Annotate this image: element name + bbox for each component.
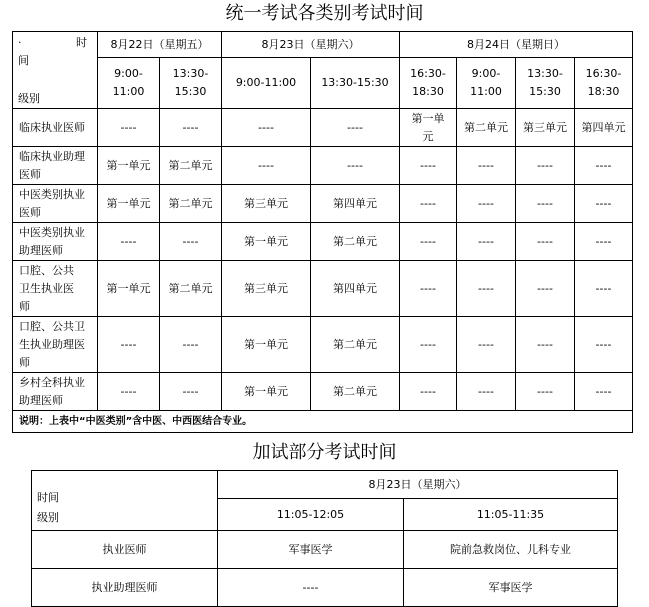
extra-exam-table [31,470,618,607]
table-cell: ---- [516,147,575,185]
time-slot: 13:30-15:30 [160,58,222,109]
table-cell: 第四单元 [311,185,400,223]
table-row [13,109,633,147]
day-header: 8月23日（星期六） [218,471,618,499]
table-row [32,569,618,607]
row-label: 中医类别执业医师 [13,185,98,223]
table-cell: ---- [575,317,633,373]
table-cell: 第一单元 [222,223,311,261]
row-label: 执业医师 [32,531,218,569]
table-cell: 第四单元 [311,261,400,317]
table-cell: ---- [98,223,160,261]
table-cell: ---- [160,373,222,411]
table-cell: ---- [457,317,516,373]
table-cell: 第三单元 [222,185,311,223]
exam-schedule-table [12,31,633,433]
table-cell: 第一单元 [98,261,160,317]
table-cell: ---- [400,317,457,373]
row-label: 中医类别执业助理医师 [13,223,98,261]
row-label: 临床执业助理医师 [13,147,98,185]
table-row [13,223,633,261]
table-cell: ---- [457,147,516,185]
table-cell: 第一单元 [222,317,311,373]
time-slot: 9:00-11:00 [222,58,311,109]
table-cell: 第三单元 [516,109,575,147]
table-cell: ---- [457,223,516,261]
table-cell: ---- [400,373,457,411]
table-row [13,261,633,317]
table-cell: ---- [98,373,160,411]
main-title: 统一考试各类别考试时间 [225,3,424,24]
table-cell: ---- [400,185,457,223]
table-cell: 第二单元 [160,147,222,185]
time-slot: 9:00-11:00 [98,58,160,109]
table-cell: 第二单元 [160,185,222,223]
table-cell: 第二单元 [311,317,400,373]
table-cell: ---- [160,109,222,147]
table-cell: ---- [516,373,575,411]
table-cell: ---- [575,373,633,411]
day-header: 8月23日（星期六） [222,32,400,58]
extra-title: 加试部分考试时间 [252,442,397,463]
table-cell: ---- [400,223,457,261]
time-slot: 11:05-12:05 [218,499,404,531]
table-cell: ---- [98,109,160,147]
table-cell: 第一单元 [98,147,160,185]
table-cell: ---- [222,109,311,147]
time-slot: 13:30-15:30 [516,58,575,109]
table-cell: 第一单元 [98,185,160,223]
table-cell: ---- [575,147,633,185]
table-cell: 第四单元 [575,109,633,147]
table-cell: ---- [457,261,516,317]
table-cell: 院前急救岗位、儿科专业 [404,531,618,569]
row-label: 乡村全科执业助理医师 [13,373,98,411]
table-cell: ---- [516,223,575,261]
row-label: 口腔、公共卫生执业助理医师 [13,317,98,373]
table-cell: ---- [98,317,160,373]
table-cell: ---- [457,185,516,223]
table-cell: ---- [575,185,633,223]
table-cell: ---- [311,109,400,147]
table-cell: ---- [516,185,575,223]
table-cell: 第一单元 [222,373,311,411]
time-slot: 16:30-18:30 [575,58,633,109]
time-slot: 11:05-11:35 [404,499,618,531]
table-cell: ---- [516,317,575,373]
table-cell: ---- [222,147,311,185]
day-header: 8月22日（星期五） [98,32,222,58]
table-cell: ---- [575,261,633,317]
table-cell: ---- [575,223,633,261]
table-cell: ---- [400,261,457,317]
header-corner-cell: · 时 间 级别 [13,32,98,109]
day-header: 8月24日（星期日） [400,32,633,58]
table-note: 说明：上表中“中医类别”含中医、中西医结合专业。 [13,411,633,433]
table-cell: 第三单元 [222,261,311,317]
table-cell: 军事医学 [218,531,404,569]
table-row [32,531,618,569]
table-row [13,317,633,373]
table-cell: ---- [400,147,457,185]
table-cell: 第二单元 [311,223,400,261]
table-cell: 第二单元 [311,373,400,411]
time-slot: 9:00-11:00 [457,58,516,109]
extra-header-corner-cell: 时间 级别 [32,471,218,531]
table-cell: 第二单元 [457,109,516,147]
table-cell: 第一单元 [400,109,457,147]
time-slot: 16:30-18:30 [400,58,457,109]
table-cell: ---- [311,147,400,185]
row-label: 执业助理医师 [32,569,218,607]
row-label: 口腔、公共卫生执业医师 [13,261,98,317]
table-cell: ---- [160,223,222,261]
table-cell: ---- [160,317,222,373]
row-label: 临床执业医师 [13,109,98,147]
time-slot: 13:30-15:30 [311,58,400,109]
table-row [13,147,633,185]
table-cell: ---- [457,373,516,411]
table-cell: 第二单元 [160,261,222,317]
table-row [13,373,633,411]
table-cell: ---- [218,569,404,607]
table-row [13,185,633,223]
table-cell: 军事医学 [404,569,618,607]
table-cell: ---- [516,261,575,317]
